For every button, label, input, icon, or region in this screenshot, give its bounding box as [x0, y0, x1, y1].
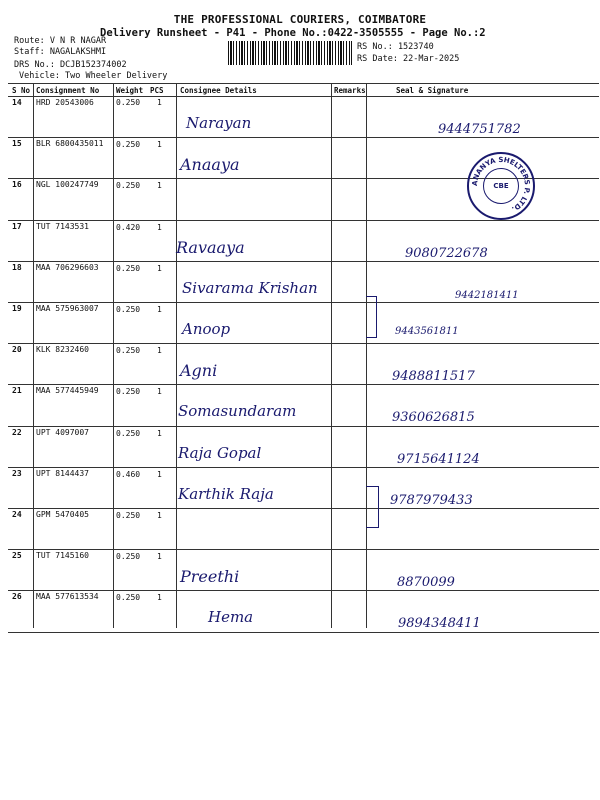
row-divider — [8, 467, 599, 468]
pieces-count: 1 — [157, 387, 162, 397]
pieces-count: 1 — [157, 222, 162, 232]
col-divider — [33, 83, 34, 628]
receiver-phone-handwritten: 9715641124 — [397, 451, 480, 467]
pieces-count: 1 — [157, 305, 162, 314]
consignee-name-handwritten: Sivarama Krishan — [182, 278, 318, 297]
route-label: Route: V N R NAGAR — [14, 36, 107, 46]
consignment-number: HRD 20543006 — [36, 98, 94, 107]
serial-number: 18 — [12, 262, 22, 272]
header-rule — [8, 96, 599, 97]
company-seal-stamp — [467, 152, 535, 220]
serial-number: 24 — [12, 510, 22, 519]
row-divider — [8, 508, 599, 509]
weight-value: 0.250 — [116, 593, 141, 603]
row-divider — [8, 549, 599, 550]
ink-bracket-mark — [366, 296, 377, 338]
pieces-count: 1 — [157, 552, 162, 562]
receiver-phone-handwritten: 9360626815 — [392, 410, 475, 426]
consignment-number: GPM 5470405 — [36, 510, 89, 519]
row-divider — [8, 590, 599, 591]
receiver-phone-handwritten: 9894348411 — [398, 616, 481, 632]
weight-value: 0.250 — [116, 305, 141, 314]
receiver-phone-handwritten: 9080722678 — [405, 245, 488, 261]
consignment-number: UPT 4097007 — [36, 427, 89, 437]
row-divider — [8, 302, 599, 303]
stamp-outer-text: ANANYA SHELTERS P. LTD. — [470, 155, 532, 214]
row-divider — [8, 426, 599, 427]
receiver-phone-handwritten: 9488811517 — [392, 369, 475, 385]
serial-number: 21 — [12, 386, 22, 396]
row-divider — [8, 137, 599, 138]
weight-value: 0.250 — [116, 98, 141, 107]
pieces-count: 1 — [157, 181, 162, 191]
pieces-count: 1 — [157, 428, 162, 438]
serial-number: 17 — [12, 221, 22, 231]
weight-value: 0.420 — [116, 222, 141, 232]
receiver-phone-handwritten: 9787979433 — [390, 492, 473, 508]
barcode — [228, 41, 352, 65]
signature-phone-row18: 9442181411 — [455, 290, 519, 301]
serial-number: 26 — [12, 592, 22, 602]
ink-bracket-mark — [366, 486, 379, 528]
col-header-consignee: Consignee Details — [180, 86, 257, 95]
consignment-number: MAA 577613534 — [36, 592, 99, 602]
col-header-seal: Seal & Signature — [396, 86, 469, 95]
serial-number: 15 — [12, 139, 22, 149]
row-divider — [8, 220, 599, 221]
consignment-number: MAA 575963007 — [36, 304, 99, 313]
weight-value: 0.250 — [116, 387, 141, 397]
serial-number: 23 — [12, 468, 22, 478]
weight-value: 0.250 — [116, 552, 141, 562]
consignment-number: KLK 8232460 — [36, 345, 89, 355]
weight-value: 0.460 — [116, 469, 141, 479]
pieces-count: 1 — [157, 593, 162, 603]
pieces-count: 1 — [157, 469, 162, 479]
serial-number: 20 — [12, 345, 22, 355]
consignment-number: MAA 706296603 — [36, 262, 99, 272]
serial-number: 16 — [12, 180, 22, 190]
consignee-name-handwritten: Agni — [180, 361, 218, 381]
rs-number: RS No.: 1523740 — [357, 42, 434, 52]
col-divider — [176, 83, 177, 628]
receiver-phone-handwritten: 8870099 — [397, 575, 455, 591]
consignee-name-handwritten: Ravaaya — [176, 237, 245, 257]
row-divider — [8, 632, 599, 633]
table-top-rule — [8, 83, 599, 84]
serial-number: 25 — [12, 551, 22, 561]
weight-value: 0.250 — [116, 263, 141, 273]
weight-value: 0.250 — [116, 140, 141, 150]
consignee-name-handwritten: Karthik Raja — [178, 484, 274, 503]
weight-value: 0.250 — [116, 511, 141, 520]
consignment-number: BLR 6800435011 — [36, 139, 104, 149]
col-divider — [366, 83, 367, 628]
pieces-count: 1 — [157, 98, 162, 107]
vehicle-label: Vehicle: Two Wheeler Delivery — [19, 71, 168, 81]
consignee-name-handwritten: Anaaya — [180, 155, 240, 175]
consignee-name-handwritten: Hema — [208, 608, 254, 627]
document-title: THE PROFESSIONAL COURIERS, COIMBATORE — [173, 13, 427, 26]
pieces-count: 1 — [157, 140, 162, 150]
consignee-name-handwritten: Somasundaram — [178, 402, 297, 421]
col-header-consignment: Consignment No — [36, 86, 100, 95]
col-header-weight: Weight — [116, 86, 144, 95]
row-divider — [8, 384, 599, 385]
runsheet-subtitle: Delivery Runsheet - P41 - Phone No.:0422-3505555 - Page No.:2 — [100, 27, 486, 39]
drs-label: DRS No.: DCJB152374002 — [14, 60, 127, 70]
consignment-number: NGL 100247749 — [36, 180, 99, 190]
col-divider — [113, 83, 114, 628]
staff-label: Staff: NAGALAKSHMI — [14, 47, 107, 57]
consignee-name-handwritten: Anoop — [182, 320, 231, 338]
serial-number: 19 — [12, 304, 22, 313]
consignment-number: TUT 7143531 — [36, 221, 89, 231]
row-divider — [8, 261, 599, 262]
serial-number: 14 — [12, 98, 22, 107]
pieces-count: 1 — [157, 511, 162, 520]
rs-date: RS Date: 22-Mar-2025 — [357, 54, 460, 64]
col-header-remarks: Remarks — [334, 86, 366, 95]
col-divider — [331, 83, 332, 628]
weight-value: 0.250 — [116, 181, 141, 191]
stamp-inner-text: CBE — [483, 168, 519, 204]
weight-value: 0.250 — [116, 346, 141, 356]
row-divider — [8, 343, 599, 344]
consignment-number: UPT 8144437 — [36, 468, 89, 478]
weight-value: 0.250 — [116, 428, 141, 438]
pieces-count: 1 — [157, 346, 162, 356]
pieces-count: 1 — [157, 263, 162, 273]
consignment-number: MAA 577445949 — [36, 386, 99, 396]
receiver-phone-handwritten: 9444751782 — [438, 122, 521, 137]
consignee-name-handwritten: Raja Gopal — [178, 443, 262, 462]
serial-number: 22 — [12, 427, 22, 437]
col-header-pcs: PCS — [150, 86, 164, 95]
col-header-sno: S No — [12, 86, 31, 95]
signature-phone-row19: 9443561811 — [395, 326, 459, 337]
consignment-number: TUT 7145160 — [36, 551, 89, 561]
consignee-name-handwritten: Preethi — [180, 567, 240, 587]
consignee-name-handwritten: Narayan — [186, 114, 252, 132]
